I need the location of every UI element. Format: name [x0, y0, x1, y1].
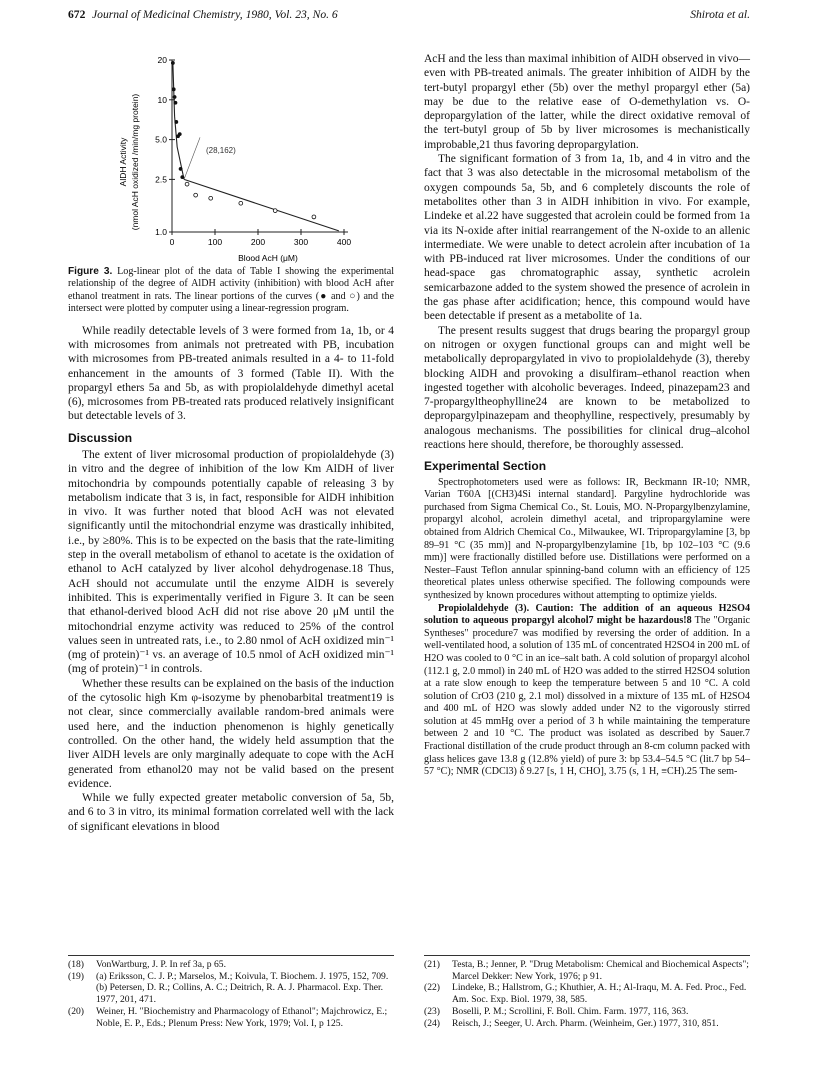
page-number: 672: [68, 8, 86, 21]
running-header: [68, 8, 750, 24]
y-tick-label: 1.0: [155, 227, 167, 237]
reference-number: (19): [68, 970, 84, 982]
data-point-filled: [174, 101, 178, 105]
figure-caption-label: Figure 3.: [68, 266, 113, 277]
y-tick-label: 2.5: [155, 174, 167, 185]
y-tick-label: 10: [157, 94, 167, 105]
paragraph: The present results suggest that drugs bearing the propargyl group on nitrogen or oxygen functional groups can and might well be metabolically depropargylated in vivo to propiolaldehyde (3), thereby blocking AlDH and provoking a disulfiram–ethanol reaction when ingested together with alcoholic beverages. Indeed, pinazepam23 and 7-propargyltheophylline24 are known to be metabolized to depropargylpinazepam and theophylline, respectively, presumably by analogous mechanisms. The possibilities for clinical drug–alcohol reactions here should, therefore, be thoroughly assessed.: [424, 324, 750, 452]
x-tick-label: 300: [293, 237, 309, 247]
running-authors: Shirota et al.: [690, 8, 750, 21]
right-column: [424, 52, 750, 779]
y-axis-label: AlDH Activity: [118, 137, 128, 187]
data-point-filled: [179, 167, 183, 171]
reference-number: (23): [424, 1005, 440, 1017]
section-heading-discussion: Discussion: [68, 430, 133, 445]
data-point-filled: [171, 61, 175, 65]
reference-number: (20): [68, 1005, 84, 1017]
reference-text: Weiner, H. "Biochemistry and Pharmacology of Ethanol"; Majchrowicz, E.; Noble, E. P., Eds.; Plenum Press: New York, 1979; Vol. I, p 125.: [96, 1005, 388, 1029]
x-axis-label: Blood AcH (μM): [238, 253, 298, 263]
reference-number: (24): [424, 1017, 440, 1029]
paragraph: While we fully expected greater metabolic conversion of 5a, 5b, and 6 to 3 in vitro, its minimal formation correlated well with the lack of significant elevations in blood: [68, 792, 394, 833]
reference-number: (18): [68, 959, 84, 970]
reference-text: Reisch, J.; Seeger, U. Arch. Pharm. (Weinheim, Ger.) 1977, 310, 851.: [452, 1017, 719, 1029]
reference-text: Boselli, P. M.; Scrollini, F. Boll. Chim. Farm. 1977, 116, 363.: [452, 1005, 689, 1017]
y-axis-label-units: (nmol AcH oxidized /min/mg protein): [130, 93, 140, 231]
reference-item: [424, 982, 750, 1005]
y-tick-label: 20: [157, 55, 167, 65]
figure-caption: [68, 266, 394, 316]
data-point-filled: [174, 120, 178, 124]
fit-line-open: [184, 179, 339, 230]
x-tick-label: 400: [336, 237, 352, 247]
reference-item: [424, 1006, 750, 1018]
journal-citation: Journal of Medicinal Chemistry, 1980, Vol. 23, No. 6: [92, 8, 338, 21]
paragraph: Whether these results can be explained on the basis of the induction of the cytosolic high Km φ-isozyme by phenobarbital treatment19 is not clear, since commercially available random-bred animals were used here, and the induction phenomenon is highly genetically controlled. On the other hand, the widely held assumption that the liver AlDH levels are only marginally adequate to cope with the AcH generated from ethanol20 may not be valid based on the present evidence.: [68, 677, 394, 790]
data-point-open: [194, 193, 198, 197]
x-tick-label: 200: [250, 237, 266, 247]
y-tick-label: 5.0: [155, 134, 167, 145]
references-left: [68, 955, 394, 1029]
paragraph: AcH and the less than maximal inhibition of AlDH observed in vivo—even with PB-treated animals. The greater inhibition of AlDH by the tert-butyl propargyl ether (5b) over the methyl propargyl ether (5a) may be due to the relative ease of O-demethylation vs. O-depropargylation of the latter, while the direct oxidative removal of the tert-butyl group of 5b by liver microsomes is mechanistically improbable,21 thus favoring depropargylation.: [424, 53, 750, 151]
footnote-rule: [68, 955, 394, 956]
reference-text: VonWartburg, J. P. In ref 3a, p 65.: [96, 959, 226, 970]
paragraph: The significant formation of 3 from 1a, 1b, and 4 in vitro and the fact that 3 was also detectable in the microsomal metabolism of the oxygen compounds 5a, 5b, and 6 completely discounts the role of metabolites other than 3 in AlDH inhibition in vivo. For example, Lindeke et al.22 have suggested that acrolein could be formed from 1a via its N-oxide after initial rearrangement of the N-oxide to an allenic intermediate. We were unable to detect acrolein after incubation of 1a with PB-induced rat liver microsomes. Under the conditions of our head-space gas chromatographic assay, synthetic acrolein semicarbazone added to the system showed the presence of acrolein in the gas phase after acidification; hence, this compound would have been detectable if present as a metabolite of 1a.: [424, 153, 750, 323]
data-point-open: [312, 215, 316, 219]
reference-item: [68, 971, 394, 1006]
compound-heading: Propiolaldehyde (3). Caution: The addition of an aqueous H2SO4 solution to aqueous propargyl alcohol7 might be hazardous!8: [424, 602, 750, 627]
reference-item: [424, 959, 750, 982]
footnote-rule: [424, 955, 750, 956]
data-point-open: [185, 182, 189, 186]
data-point-open: [239, 201, 243, 205]
intersect-annotation: (28,162): [206, 146, 236, 155]
data-point-filled: [172, 87, 176, 91]
x-tick-label: 0: [169, 237, 175, 247]
data-point-filled: [178, 132, 182, 136]
data-point-open: [273, 209, 277, 213]
section-heading-experimental: Experimental Section: [424, 459, 547, 474]
data-point-filled: [173, 95, 177, 99]
reference-text: Lindeke, B.; Hallstrom, G.; Khuthier, A. H.; Al-Iraqu, M. A. Fed. Proc., Fed. Am. Soc. Exp. Biol. 1979, 38, 585.: [452, 982, 747, 1006]
left-column: [68, 52, 394, 834]
paragraph: While readily detectable levels of 3 were formed from 1a, 1b, or 4 with microsomes from animals not pretreated with PB, incubation with microsomes from PB-treated animals resulted in a 4- to 11-fold enhancement in the amounts of 3 formed (Table II). With the propargyl ethers 5a and 5b, as with propiolaldehyde dimethyl acetal (6), microsomes from PB-treated rats produced relatively insignificant but detectable levels of 3.: [68, 324, 394, 423]
data-point-filled: [180, 175, 184, 179]
annotation-leader: [184, 137, 200, 179]
reference-number: (21): [424, 959, 440, 970]
figure-3: [68, 52, 394, 264]
reference-item: [68, 1006, 394, 1029]
reference-number: (22): [424, 982, 440, 994]
paragraph: The extent of liver microsomal production of propiolaldehyde (3) in vitro and the degree of inhibition of the low Km AlDH of liver mitochondria by compounds potentially capable of releasing 3 by metabolism indicate that 3 is, in fact, responsible for AlDH inhibition in vivo. It was further noted that blood AcH was not elevated significantly until the mitochondrial enzyme was drastically inhibited, i.e., by ≥80%. This is to be expected on the basis that the rate-limiting step in the overall metabolism of ethanol to acetate is the oxidation of ethanol to AcH catalyzed by liver alcohol dehydrogenase.18 Thus, AcH should not accumulate until the enzyme AlDH is severely inhibited. This is experimentally verified in Figure 3. It can be seen that ethanol-derived blood AcH did not rise above 20 μM until the mitochondrial enzyme activity was reduced to 25% of the control values seen in untreated rats, i.e., to 2.80 nmol of AcH oxidized min⁻¹ (mg of protein)⁻¹ vs. an average of 10.5 nmol of AcH oxidized min⁻¹ (mg of protein)⁻¹ in controls.: [68, 449, 394, 676]
data-point-open: [209, 196, 213, 200]
figure-caption-text: Log-linear plot of the data of Table I showing the experimental relationship of the degree of AlDH activity (inhibition) with blood AcH after ethanol treatment in rats. The linear portions of the curves (● and ○) and the intersect were plotted by computer using a linear-regression program.: [68, 266, 394, 315]
reference-text: Testa, B.; Jenner, P. "Drug Metabolism: Chemical and Biochemical Aspects"; Marcel Dekker: New York, 1976; p 91.: [452, 959, 749, 982]
reference-item: [68, 959, 394, 971]
fit-line-filled: [173, 63, 184, 179]
reference-item: [424, 1018, 750, 1030]
experimental-text: The "Organic Syntheses" procedure7 was modified by reversing the order of addition. In a well-ventilated hood, a solution of 135 mL of concentrated H2SO4 in 200 mL of H2O was cooled to 0 °C in an ice–salt bath. A cold solution of propargyl alcohol (112.1 g, 2.0 mmol) in 240 mL of H2O was added to the stirred H2SO4 solution at a rate slow enough to keep the temperature between 5 and 10 °C. A cold solution of CrO3 (210 g, 2.1 mol) dissolved in a mixture of 135 mL of H2SO4 and 400 mL of H2O was slowly added under N2 to the vigorously stirred solution at 45 mmHg over a period of 3 h while maintaining the temperature between 2 and 10 °C. The product was isolated as described by Sauer.7 Fractional distillation of the crude product through an 8-cm column packed with glass helices gave 13.8 g (12.8% yield) of pure 3: bp 53.4–54.5 °C (lit.7 bp 54–57 °C); NMR (CDCl3) δ 9.27 [s, 1 H, CHO], 3.75 (s, 1 H, ≡CH).25 The sem-: [424, 615, 750, 778]
experimental-paragraph: Spectrophotometers used were as follows: IR, Beckmann IR-10; NMR, Varian T60A [(CH3)4Si internal standard]. Pargyline hydrochloride was purchased from Sigma Chemical Co., St. Louis, MO. N-Propargylbenzylamine, propargyl alcohol, acrolein dimethyl acetal, and tripropargylamine were obtained from Aldrich Chemical Co., Milwaukee, WI. Tripropargylamine [3, bp 89–91 °C (35 mm)] and N-propargylbenzylamine [1b, bp 102–103 °C (9.6 mm)] were fractionally distilled before use. Distillations were performed on a Nester–Faust Teflon annular spinning-band column with an efficiency of 125 theoretical plates unless otherwise specified. The following compounds were synthesized by known procedures without attempting to optimize yields.: [424, 476, 750, 601]
reference-text: (a) Eriksson, C. J. P.; Marselos, M.; Koivula, T. Biochem. J. 1975, 152, 709. (b) Petersen, D. R.; Collins, A. C.; Deitrich, R. A. J. Pharmacol. Exp. Ther. 1977, 201, 471.: [96, 970, 389, 1006]
references-right: [424, 955, 750, 1029]
x-tick-label: 100: [207, 237, 223, 247]
experimental-paragraph: [424, 603, 750, 779]
figure-3-chart: [68, 52, 394, 264]
